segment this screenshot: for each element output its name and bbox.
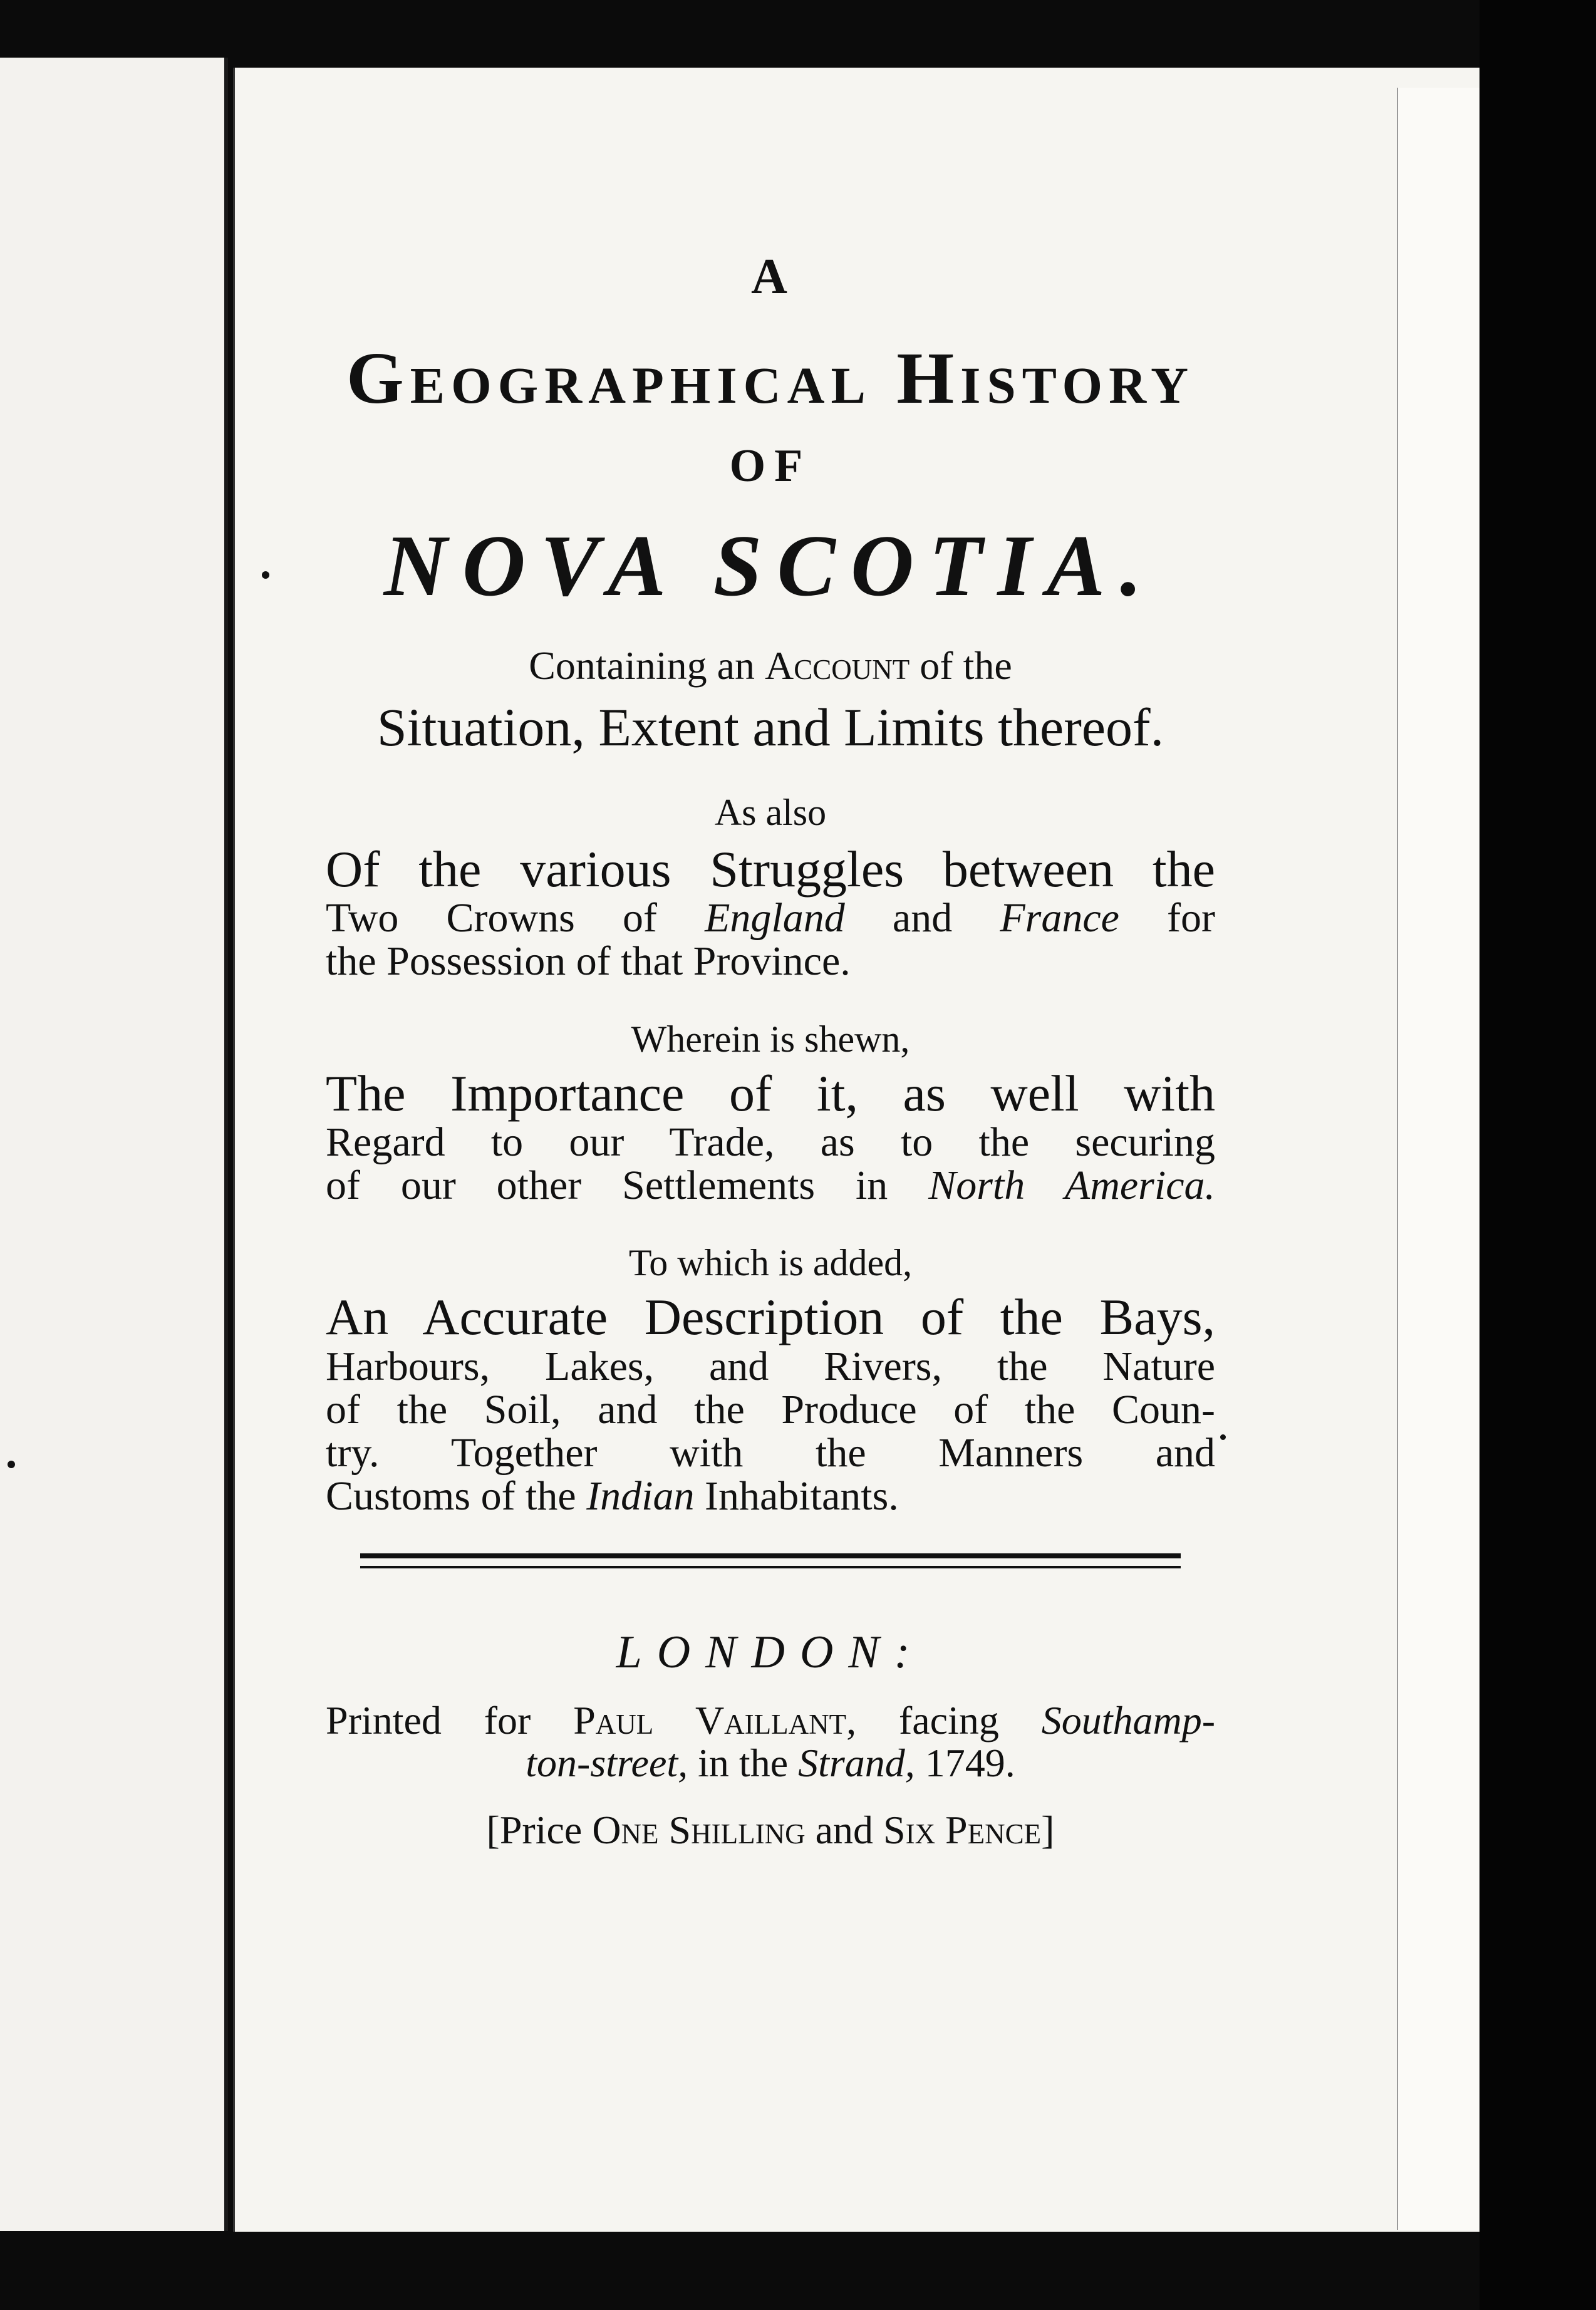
description-post: Inhabitants. — [705, 1473, 899, 1520]
title-page-text — [326, 251, 1215, 1851]
description-line-5 — [326, 1474, 1215, 1518]
struggles-line-1: Of the various Struggles between the — [326, 841, 1215, 898]
imprint-city: LONDON: — [616, 1626, 925, 1678]
imprint-southampton: Southamp- — [1041, 1698, 1216, 1743]
struggles-line-3: the Possession of that Province. — [326, 938, 851, 985]
indian-word: Indian — [586, 1473, 695, 1520]
ink-speck — [1220, 1434, 1226, 1440]
ink-speck — [8, 1461, 15, 1468]
price-and: and — [815, 1807, 873, 1852]
description-pre: Customs of the — [326, 1473, 576, 1520]
rule-thick — [360, 1553, 1181, 1558]
price-line — [326, 1809, 1215, 1851]
article-heading: A — [751, 249, 790, 304]
imprint-printed-pre: Printed for — [326, 1698, 531, 1743]
imprint-line-1 — [326, 1699, 1215, 1741]
struggles-pre: Two Crowns of — [326, 895, 657, 941]
as-also-line: As also — [714, 792, 827, 834]
ink-speck — [262, 571, 269, 579]
imprint-in-the: in the — [698, 1740, 789, 1785]
containing-line — [326, 645, 1215, 686]
price-close: ] — [1041, 1807, 1055, 1852]
imprint-ton-street: ton-street, — [526, 1740, 688, 1785]
importance-line-2: Regard to our Trade, as to the securing — [326, 1119, 1215, 1165]
north-america-word: North America. — [928, 1163, 1215, 1209]
description-line-1: An Accurate Description of the Bays, — [326, 1288, 1215, 1346]
to-which-line: To which is added, — [628, 1242, 913, 1284]
situation-line: Situation, Extent and Limits thereof. — [376, 697, 1164, 757]
importance-pre: of our other Settlements in — [326, 1163, 888, 1209]
importance-line-3 — [326, 1164, 1215, 1207]
imprint-printer: Paul Vaillant — [573, 1698, 847, 1743]
price-one-shilling: One Shilling — [592, 1807, 806, 1852]
book-spine-shadow — [1479, 0, 1596, 2310]
imprint-printed-mid: , facing — [846, 1698, 999, 1743]
containing-pre: Containing an — [529, 643, 755, 688]
rule-thin — [360, 1566, 1181, 1568]
left-blank-page — [0, 58, 228, 2231]
description-line-4: try. Together with the Manners and — [326, 1430, 1215, 1476]
struggles-line-2 — [326, 896, 1215, 940]
imprint-strand: Strand, — [798, 1740, 915, 1785]
struggles-mid: and — [892, 895, 953, 941]
subject-heading: NOVA SCOTIA. — [383, 517, 1158, 614]
price-open: [Price — [486, 1807, 583, 1852]
imprint-year: 1749. — [925, 1740, 1015, 1785]
double-rule — [360, 1553, 1181, 1575]
importance-line-1: The Importance of it, as well with — [326, 1064, 1215, 1122]
wherein-line: Wherein is shewn, — [631, 1018, 910, 1060]
france-word: France — [1000, 895, 1119, 941]
containing-account: Account — [765, 643, 910, 688]
price-six-pence: Six Pence — [883, 1807, 1042, 1852]
of-heading: OF — [729, 440, 812, 492]
main-title: Geographical History — [346, 337, 1195, 419]
page-edge — [1397, 88, 1481, 2230]
england-word: England — [705, 895, 845, 941]
imprint-line-2 — [326, 1742, 1215, 1784]
struggles-post: for — [1167, 895, 1216, 941]
description-line-3: of the Soil, and the Produce of the Coun- — [326, 1386, 1215, 1432]
description-line-2: Harbours, Lakes, and Rivers, the Nature — [326, 1343, 1215, 1389]
containing-post: of the — [920, 643, 1012, 688]
